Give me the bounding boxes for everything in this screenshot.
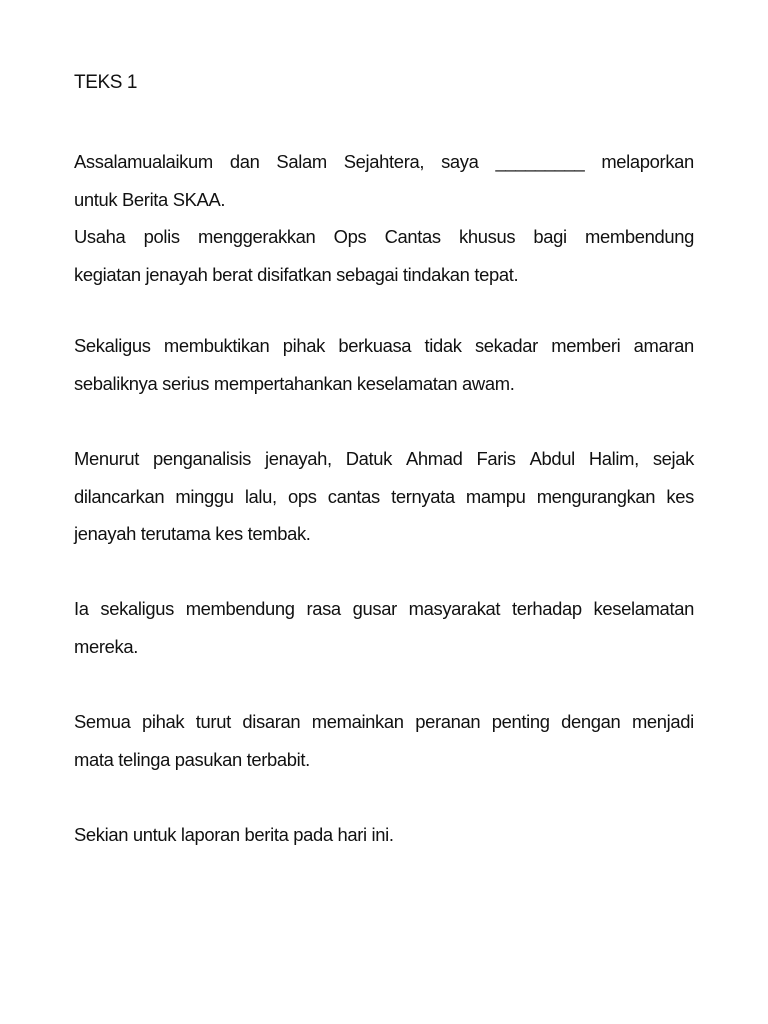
word: saya	[441, 151, 479, 172]
text-line: mata telinga pasukan terbabit.	[74, 748, 310, 770]
word: Ahmad	[405, 448, 463, 469]
word: polis	[143, 226, 180, 247]
text-line	[74, 143, 694, 181]
paragraph-closing	[74, 816, 694, 854]
word: kes	[666, 485, 694, 507]
word: sejak	[652, 448, 694, 469]
word: membendung	[185, 598, 295, 619]
word: penting	[491, 711, 550, 732]
word: minggu	[175, 485, 234, 507]
text-line	[74, 218, 694, 256]
word: Usaha	[74, 226, 126, 247]
word: Salam	[276, 151, 327, 172]
word: keselamatan	[593, 598, 694, 619]
word: mengurangkan	[536, 485, 656, 507]
word: Datuk	[345, 448, 392, 469]
word: bagi	[533, 226, 567, 247]
document-title: TEKS 1	[74, 72, 138, 93]
paragraph-public-role	[74, 703, 694, 778]
word: Assalamualaikum	[74, 151, 213, 172]
paragraph-public-concern	[74, 590, 694, 665]
text-line	[74, 440, 694, 478]
text-line	[74, 327, 694, 365]
word: pihak	[282, 335, 325, 356]
word: memberi	[551, 335, 621, 356]
word: cantas	[327, 485, 380, 507]
word: sekaligus	[100, 598, 174, 619]
word: jenayah,	[265, 448, 332, 469]
word: turut	[195, 711, 231, 732]
word: berkuasa	[338, 335, 412, 356]
word: dan	[229, 151, 260, 172]
word: Ia	[74, 598, 89, 619]
word: melaporkan	[601, 151, 694, 172]
text-line	[74, 478, 694, 516]
word: membendung	[585, 226, 694, 247]
word: ternyata	[391, 485, 455, 507]
word: tidak	[424, 335, 462, 356]
word: Faris	[476, 448, 516, 469]
word: Sekaligus	[74, 335, 151, 356]
word: Cantas	[384, 226, 441, 247]
paragraph-analyst	[74, 440, 694, 553]
word: pihak	[142, 711, 185, 732]
word: dengan	[561, 711, 621, 732]
text-line: sebaliknya serius mempertahankan keselamatan awam.	[74, 372, 515, 394]
word: Sejahtera,	[343, 151, 425, 172]
word: Semua	[74, 711, 131, 732]
text-line: jenayah terutama kes tembak.	[74, 523, 311, 544]
paragraph-authority	[74, 327, 694, 402]
text-line: kegiatan jenayah berat disifatkan sebagai tindakan tepat.	[74, 263, 519, 285]
word: khusus	[459, 226, 516, 247]
text-line: mereka.	[74, 635, 138, 657]
word: memainkan	[311, 711, 404, 732]
word: rasa	[306, 598, 341, 619]
word: _________	[495, 151, 585, 172]
word: masyarakat	[408, 598, 501, 619]
word: terhadap	[511, 598, 582, 619]
word: gusar	[352, 598, 397, 619]
paragraph-intro	[74, 143, 694, 293]
word: amaran	[633, 335, 694, 356]
text-line: untuk Berita SKAA.	[74, 188, 226, 210]
word: mampu	[465, 485, 526, 507]
word: lalu,	[244, 485, 277, 507]
word: Abdul	[529, 448, 575, 469]
text-line: Sekian untuk laporan berita pada hari ini.	[74, 824, 394, 845]
text-line	[74, 590, 694, 628]
word: sekadar	[474, 335, 538, 356]
word: ops	[288, 485, 317, 507]
word: peranan	[415, 711, 481, 732]
word: membuktikan	[163, 335, 270, 356]
word: menjadi	[631, 711, 694, 732]
word: Menurut	[74, 448, 140, 469]
word: Halim,	[588, 448, 639, 469]
word: disaran	[242, 711, 301, 732]
word: Ops	[333, 226, 367, 247]
word: dilancarkan	[74, 485, 165, 507]
word: penganalisis	[152, 448, 252, 469]
word: menggerakkan	[197, 226, 316, 247]
text-line	[74, 703, 694, 741]
